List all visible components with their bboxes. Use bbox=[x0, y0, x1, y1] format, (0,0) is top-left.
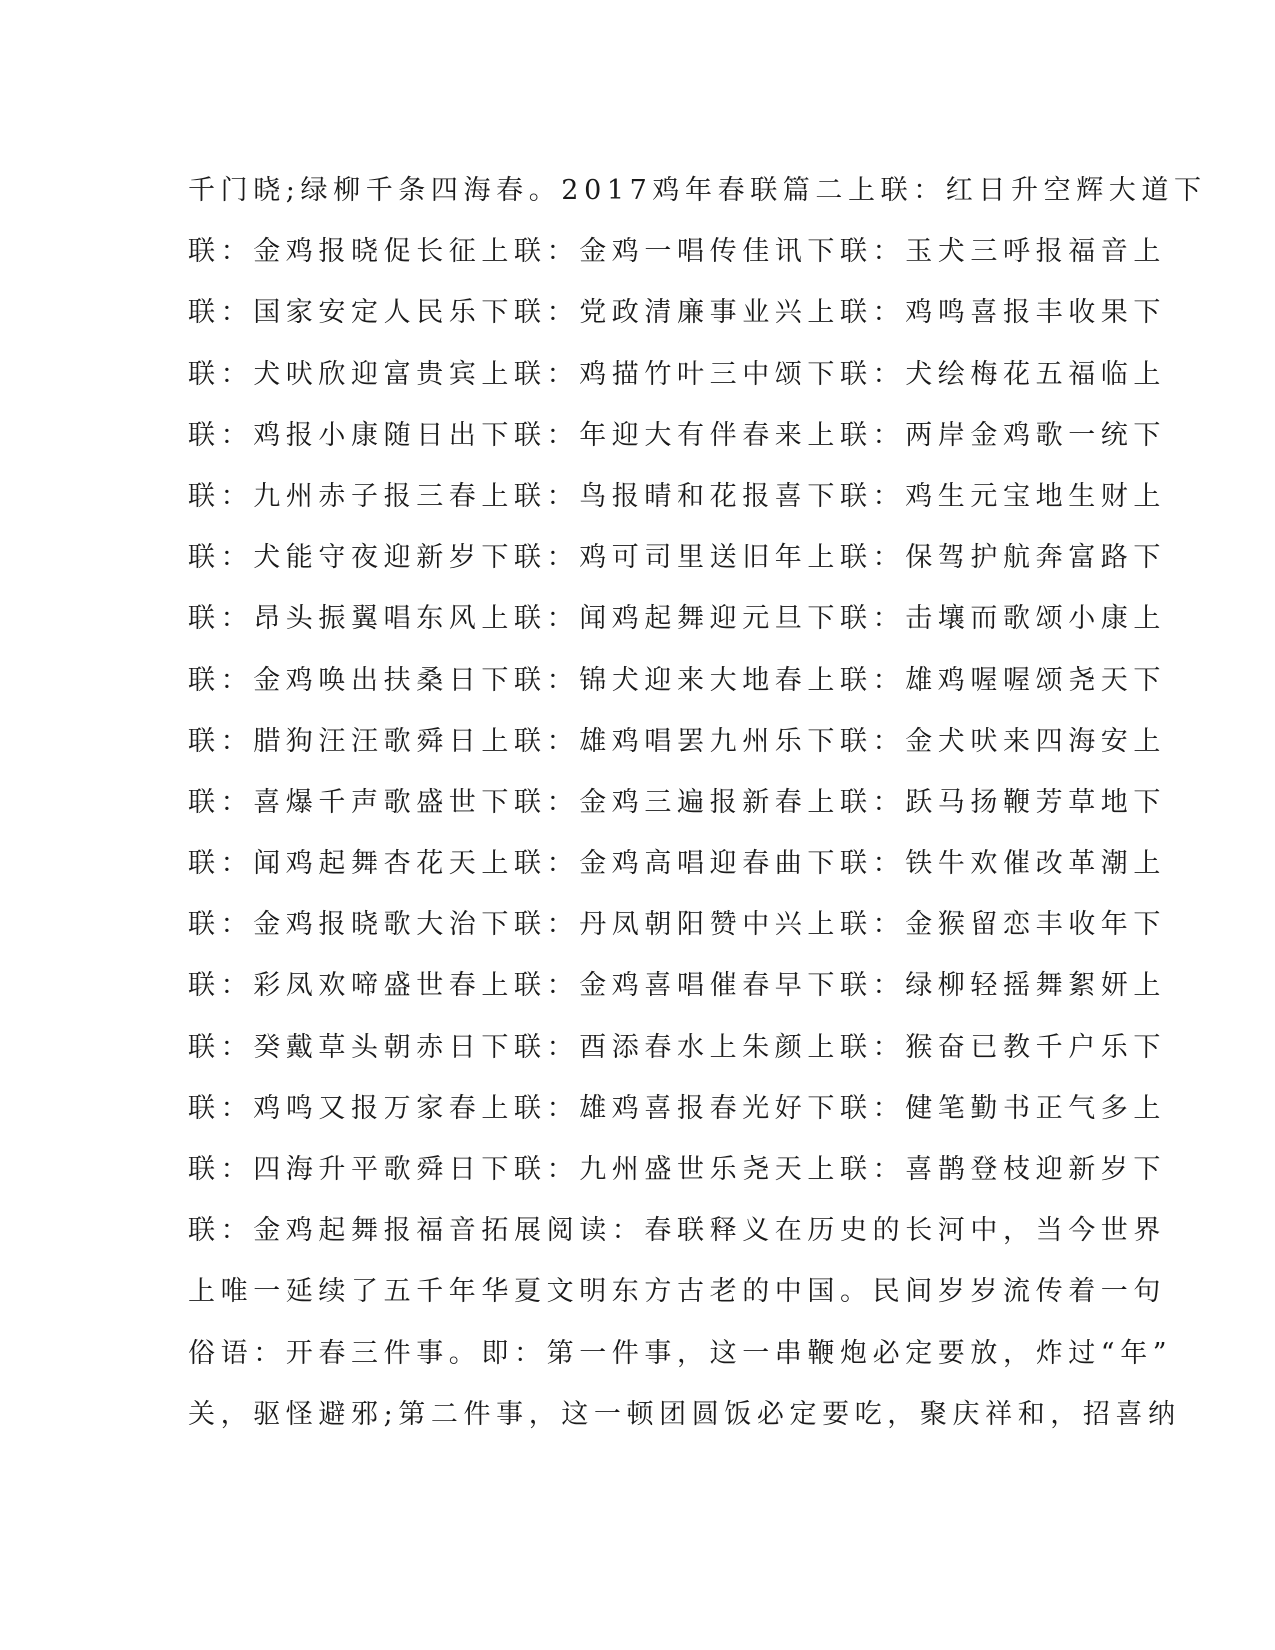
text-line: 联：金鸡报晓歌大治下联：丹凤朝阳赞中兴上联：金猴留恋丰收年下 bbox=[188, 909, 1166, 941]
text-line: 联：金鸡唤出扶桑日下联：锦犬迎来大地春上联：雄鸡喔喔颂尧天下 bbox=[188, 664, 1166, 696]
text-line: 联：犬吠欣迎富贵宾上联：鸡描竹叶三中颂下联：犬绘梅花五福临上 bbox=[188, 358, 1166, 390]
text-line: 联：国家安定人民乐下联：党政清廉事业兴上联：鸡鸣喜报丰收果下 bbox=[188, 297, 1166, 329]
text-line: 联：金鸡报晓促长征上联：金鸡一唱传佳讯下联：玉犬三呼报福音上 bbox=[188, 236, 1166, 268]
text-line: 关，驱怪避邪;第二件事，这一顿团圆饭必定要吃，聚庆祥和，招喜纳 bbox=[188, 1398, 1181, 1430]
text-line: 联：喜爆千声歌盛世下联：金鸡三遍报新春上联：跃马扬鞭芳草地下 bbox=[188, 786, 1166, 818]
text-line: 联：鸡鸣又报万家春上联：雄鸡喜报春光好下联：健笔勤书正气多上 bbox=[188, 1092, 1166, 1124]
text-line: 上唯一延续了五千年华夏文明东方古老的中国。民间岁岁流传着一句 bbox=[188, 1276, 1166, 1308]
text-line: 联：金鸡起舞报福音拓展阅读：春联释义在历史的长河中，当今世界 bbox=[188, 1215, 1166, 1247]
text-line: 联：四海升平歌舜日下联：九州盛世乐尧天上联：喜鹊登枝迎新岁下 bbox=[188, 1154, 1166, 1185]
text-line: 联：九州赤子报三春上联：鸟报晴和花报喜下联：鸡生元宝地生财上 bbox=[188, 480, 1166, 512]
text-line: 联：腊狗汪汪歌舜日上联：雄鸡唱罢九州乐下联：金犬吠来四海安上 bbox=[188, 725, 1166, 757]
text-line: 联：鸡报小康随日出下联：年迎大有伴春来上联：两岸金鸡歌一统下 bbox=[188, 419, 1166, 451]
text-line: 联：昂头振翼唱东风上联：闻鸡起舞迎元旦下联：击壤而歌颂小康上 bbox=[188, 603, 1166, 635]
body-text bbox=[188, 160, 1207, 1445]
text-line: 联：犬能守夜迎新岁下联：鸡可司里送旧年上联：保驾护航奔富路下 bbox=[188, 542, 1166, 574]
text-line: 联：闻鸡起舞杏花天上联：金鸡高唱迎春曲下联：铁牛欢催改革潮上 bbox=[188, 848, 1166, 880]
text-line: 俗语：开春三件事。即：第一件事，这一串鞭炮必定要放，炸过“年” bbox=[188, 1337, 1173, 1369]
text-line: 千门晓;绿柳千条四海春。2017鸡年春联篇二上联：红日升空辉大道下 bbox=[188, 175, 1207, 206]
text-line: 联：彩凤欢啼盛世春上联：金鸡喜唱催春早下联：绿柳轻摇舞絮妍上 bbox=[188, 970, 1166, 1002]
text-line: 联：癸戴草头朝赤日下联：酉添春水上朱颜上联：猴奋已教千户乐下 bbox=[188, 1031, 1166, 1063]
